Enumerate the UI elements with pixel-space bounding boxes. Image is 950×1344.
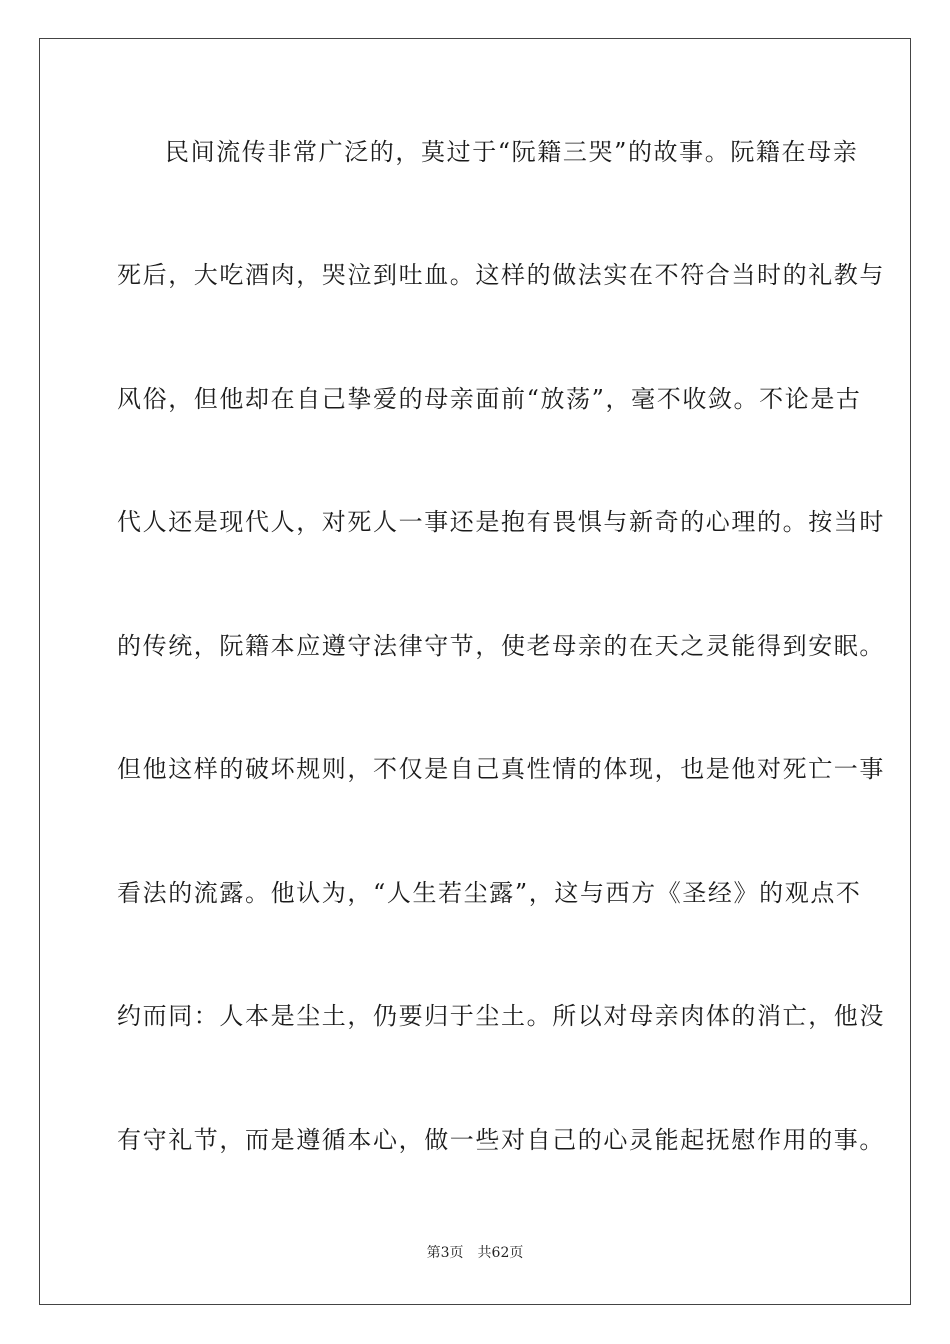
paragraph-line: 看法的流露。他认为，“人生若尘露”，这与西方《圣经》的观点不 [117, 879, 862, 907]
page-footer [0, 1244, 950, 1262]
paragraph-line: 代人还是现代人，对死人一事还是抱有畏惧与新奇的心理的。按当时 [117, 508, 885, 536]
paragraph-line: 但他这样的破坏规则，不仅是自己真性情的体现，也是他对死亡一事 [117, 755, 885, 783]
paragraph-line: 有守礼节，而是遵循本心，做一些对自己的心灵能起抚慰作用的事。 [117, 1126, 885, 1154]
total-pages: 共62页 [477, 1245, 524, 1261]
page-border [39, 38, 911, 1305]
paragraph-line: 风俗，但他却在自己挚爱的母亲面前“放荡”，毫不收敛。不论是古 [117, 385, 862, 413]
page-number: 第3页 [426, 1245, 464, 1261]
paragraph-line: 民间流传非常广泛的，莫过于“阮籍三哭”的故事。阮籍在母亲 [165, 138, 859, 166]
paragraph-line: 约而同：人本是尘土，仍要归于尘土。所以对母亲肉体的消亡，他没 [117, 1002, 885, 1030]
paragraph-line: 死后，大吃酒肉，哭泣到吐血。这样的做法实在不符合当时的礼教与 [117, 261, 885, 289]
paragraph-line: 的传统，阮籍本应遵守法律守节，使老母亲的在天之灵能得到安眠。 [117, 632, 885, 660]
